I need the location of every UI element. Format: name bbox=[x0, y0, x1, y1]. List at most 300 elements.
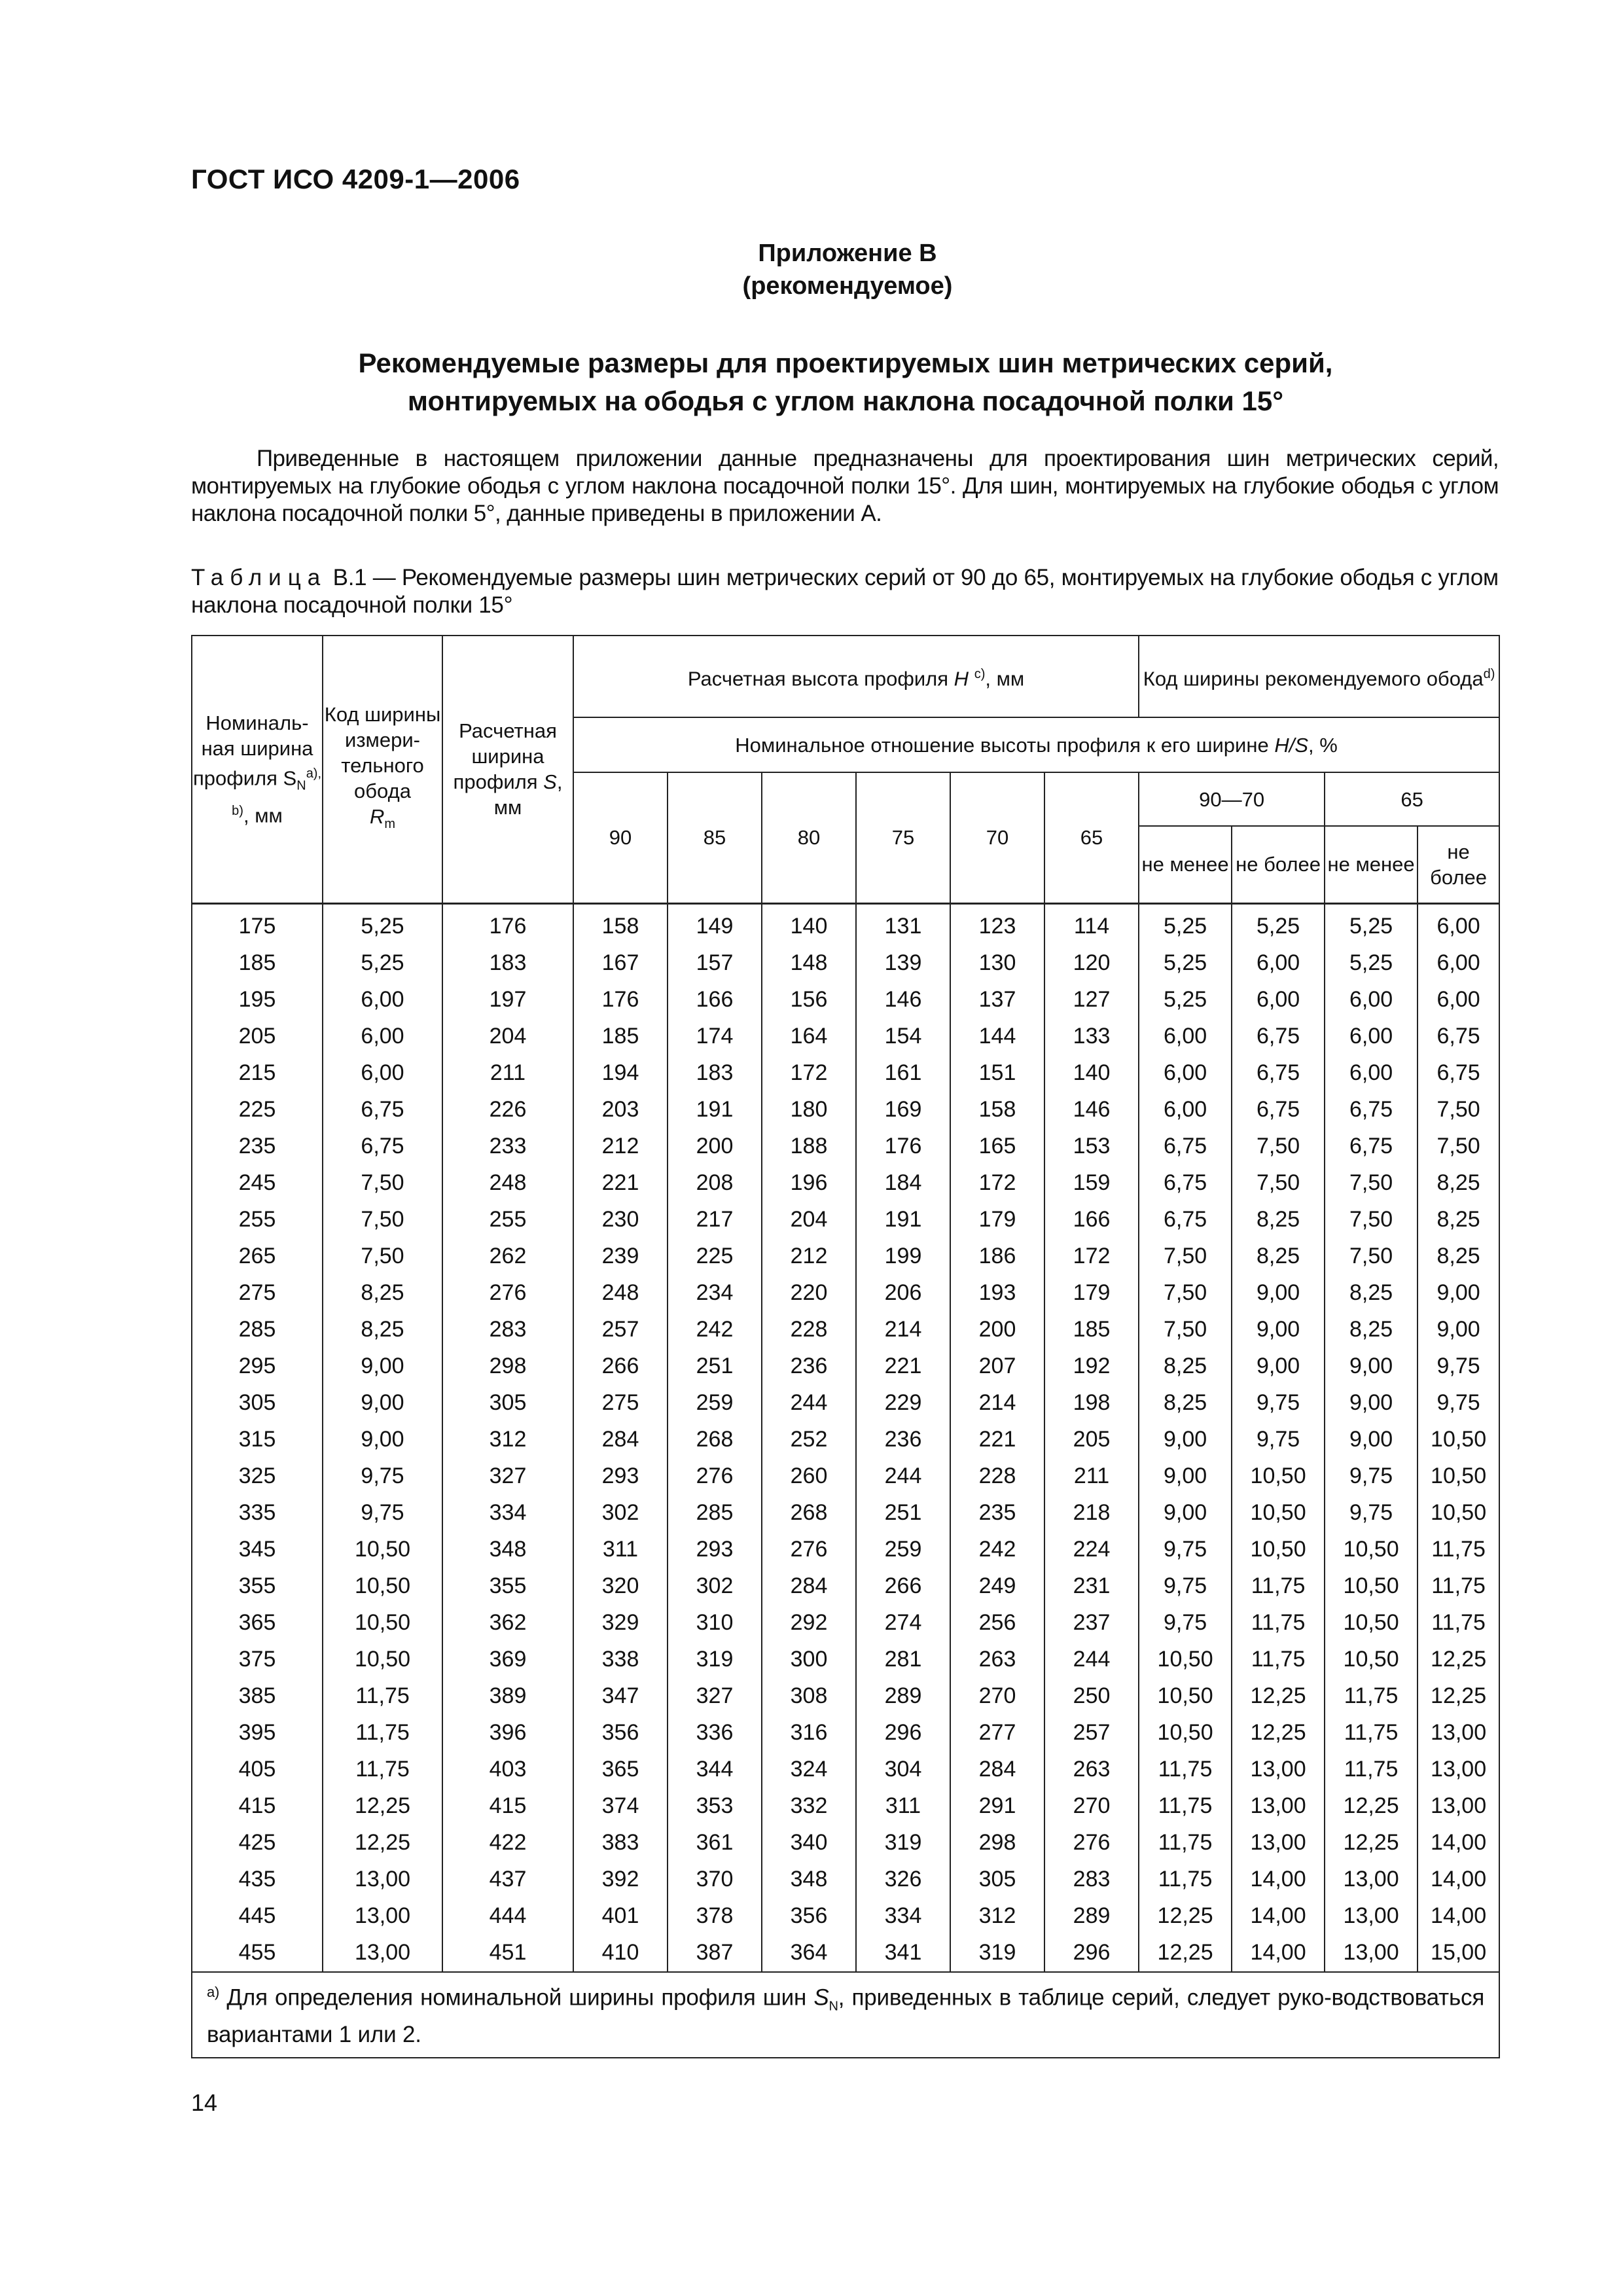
table-cell: 296 bbox=[1044, 1935, 1139, 1972]
table-cell: 185 bbox=[192, 945, 323, 982]
table-row bbox=[192, 1935, 1499, 1972]
table-cell: 6,75 bbox=[323, 1128, 442, 1165]
table-cell: 10,50 bbox=[1418, 1495, 1499, 1532]
table-cell: 131 bbox=[856, 903, 950, 945]
table-cell: 10,50 bbox=[1139, 1715, 1232, 1751]
table-cell: 148 bbox=[762, 945, 856, 982]
table-cell: 10,50 bbox=[323, 1641, 442, 1678]
table-cell: 159 bbox=[1044, 1165, 1139, 1202]
table-cell: 251 bbox=[856, 1495, 950, 1532]
table-cell: 274 bbox=[856, 1605, 950, 1641]
table-cell: 6,00 bbox=[1139, 1092, 1232, 1128]
table-cell: 293 bbox=[573, 1458, 668, 1495]
appendix-subtitle: (рекомендуемое) bbox=[742, 272, 953, 300]
table-cell: 6,00 bbox=[1325, 982, 1418, 1018]
table-row bbox=[192, 1165, 1499, 1202]
table-cell: 9,00 bbox=[1139, 1422, 1232, 1458]
table-cell: 11,75 bbox=[1232, 1641, 1325, 1678]
table-cell: 5,25 bbox=[1232, 903, 1325, 945]
table-cell: 8,25 bbox=[1418, 1165, 1499, 1202]
table-cell: 200 bbox=[950, 1312, 1044, 1348]
table-cell: 389 bbox=[442, 1678, 573, 1715]
table-cell: 13,00 bbox=[323, 1935, 442, 1972]
table-cell: 212 bbox=[762, 1238, 856, 1275]
table-cell: 276 bbox=[442, 1275, 573, 1312]
table-cell: 12,25 bbox=[1325, 1788, 1418, 1825]
table-cell: 260 bbox=[762, 1458, 856, 1495]
table-cell: 276 bbox=[1044, 1825, 1139, 1861]
table-row bbox=[192, 1312, 1499, 1348]
table-cell: 348 bbox=[442, 1532, 573, 1568]
table-cell: 289 bbox=[1044, 1898, 1139, 1935]
table-cell: 365 bbox=[573, 1751, 668, 1788]
table-cell: 6,75 bbox=[1418, 1018, 1499, 1055]
table-cell: 5,25 bbox=[1139, 945, 1232, 982]
table-cell: 7,50 bbox=[1139, 1238, 1232, 1275]
table-cell: 403 bbox=[442, 1751, 573, 1788]
table-cell: 445 bbox=[192, 1898, 323, 1935]
table-cell: 277 bbox=[950, 1715, 1044, 1751]
table-cell: 311 bbox=[856, 1788, 950, 1825]
table-cell: 176 bbox=[573, 982, 668, 1018]
table-cell: 305 bbox=[950, 1861, 1044, 1898]
table-cell: 249 bbox=[950, 1568, 1044, 1605]
table-cell: 324 bbox=[762, 1751, 856, 1788]
table-cell: 298 bbox=[442, 1348, 573, 1385]
table-cell: 12,25 bbox=[1139, 1935, 1232, 1972]
table-cell: 6,75 bbox=[1232, 1092, 1325, 1128]
table-cell: 9,75 bbox=[323, 1495, 442, 1532]
table-cell: 8,25 bbox=[323, 1312, 442, 1348]
table-cell: 302 bbox=[668, 1568, 762, 1605]
table-cell: 221 bbox=[950, 1422, 1044, 1458]
table-cell: 338 bbox=[573, 1641, 668, 1678]
table-cell: 6,00 bbox=[1418, 945, 1499, 982]
table-cell: 422 bbox=[442, 1825, 573, 1861]
table-cell: 266 bbox=[573, 1348, 668, 1385]
table-cell: 151 bbox=[950, 1055, 1044, 1092]
table-cell: 172 bbox=[1044, 1238, 1139, 1275]
table-cell: 188 bbox=[762, 1128, 856, 1165]
table-cell: 293 bbox=[668, 1532, 762, 1568]
table-cell: 275 bbox=[192, 1275, 323, 1312]
table-cell: 250 bbox=[1044, 1678, 1139, 1715]
table-cell: 10,50 bbox=[1139, 1641, 1232, 1678]
table-cell: 11,75 bbox=[1418, 1532, 1499, 1568]
table-cell: 9,00 bbox=[1325, 1385, 1418, 1422]
header-design-width: Расчетная ширина профиля S, мм bbox=[442, 636, 573, 903]
header-series-75: 75 bbox=[856, 772, 950, 903]
table-cell: 199 bbox=[856, 1238, 950, 1275]
table-cell: 218 bbox=[1044, 1495, 1139, 1532]
table-cell: 114 bbox=[1044, 903, 1139, 945]
table-cell: 276 bbox=[668, 1458, 762, 1495]
table-cell: 374 bbox=[573, 1788, 668, 1825]
table-cell: 11,75 bbox=[1139, 1861, 1232, 1898]
table-cell: 415 bbox=[442, 1788, 573, 1825]
table-cell: 14,00 bbox=[1418, 1825, 1499, 1861]
table-cell: 233 bbox=[442, 1128, 573, 1165]
table-cell: 12,25 bbox=[1418, 1678, 1499, 1715]
table-cell: 6,00 bbox=[323, 1055, 442, 1092]
table-row bbox=[192, 1641, 1499, 1678]
table-cell: 5,25 bbox=[323, 945, 442, 982]
table-cell: 401 bbox=[573, 1898, 668, 1935]
table-cell: 369 bbox=[442, 1641, 573, 1678]
table-cell: 9,00 bbox=[1232, 1275, 1325, 1312]
table-cell: 437 bbox=[442, 1861, 573, 1898]
table-cell: 310 bbox=[668, 1605, 762, 1641]
table-cell: 9,00 bbox=[1139, 1495, 1232, 1532]
table-cell: 347 bbox=[573, 1678, 668, 1715]
table-cell: 387 bbox=[668, 1935, 762, 1972]
table-cell: 364 bbox=[762, 1935, 856, 1972]
table-row bbox=[192, 1018, 1499, 1055]
table-cell: 10,50 bbox=[1232, 1495, 1325, 1532]
table-cell: 9,00 bbox=[1325, 1422, 1418, 1458]
table-cell: 319 bbox=[950, 1935, 1044, 1972]
table-row bbox=[192, 1788, 1499, 1825]
table-cell: 224 bbox=[1044, 1532, 1139, 1568]
table-cell: 276 bbox=[762, 1532, 856, 1568]
table-cell: 196 bbox=[762, 1165, 856, 1202]
table-cell: 7,50 bbox=[1418, 1092, 1499, 1128]
table-cell: 8,25 bbox=[1232, 1202, 1325, 1238]
table-cell: 146 bbox=[1044, 1092, 1139, 1128]
table-cell: 158 bbox=[950, 1092, 1044, 1128]
table-cell: 9,00 bbox=[1232, 1348, 1325, 1385]
table-body bbox=[192, 903, 1499, 1972]
table-cell: 8,25 bbox=[1139, 1348, 1232, 1385]
table-cell: 9,75 bbox=[1139, 1532, 1232, 1568]
table-cell: 9,00 bbox=[323, 1422, 442, 1458]
table-cell: 289 bbox=[856, 1678, 950, 1715]
table-cell: 175 bbox=[192, 903, 323, 945]
table-cell: 137 bbox=[950, 982, 1044, 1018]
table-cell: 242 bbox=[950, 1532, 1044, 1568]
table-cell: 11,75 bbox=[1418, 1568, 1499, 1605]
table-cell: 6,75 bbox=[1325, 1092, 1418, 1128]
table-cell: 6,75 bbox=[1232, 1055, 1325, 1092]
table-cell: 10,50 bbox=[1325, 1605, 1418, 1641]
table-cell: 356 bbox=[762, 1898, 856, 1935]
table-cell: 8,25 bbox=[1232, 1238, 1325, 1275]
document-title-line-2: монтируемых на ободья с углом наклона посадочной полки 15° bbox=[407, 386, 1284, 416]
table-cell: 13,00 bbox=[1232, 1751, 1325, 1788]
table-cell: 144 bbox=[950, 1018, 1044, 1055]
table-cell: 302 bbox=[573, 1495, 668, 1532]
table-cell: 11,75 bbox=[1139, 1788, 1232, 1825]
table-cell: 255 bbox=[192, 1202, 323, 1238]
table-cell: 256 bbox=[950, 1605, 1044, 1641]
table-cell: 8,25 bbox=[1325, 1312, 1418, 1348]
table-cell: 10,50 bbox=[1418, 1422, 1499, 1458]
table-cell: 6,75 bbox=[1325, 1128, 1418, 1165]
table-cell: 7,50 bbox=[323, 1238, 442, 1275]
table-row bbox=[192, 1348, 1499, 1385]
table-cell: 285 bbox=[668, 1495, 762, 1532]
table-row bbox=[192, 1861, 1499, 1898]
table-cell: 370 bbox=[668, 1861, 762, 1898]
table-cell: 13,00 bbox=[1325, 1935, 1418, 1972]
table-cell: 221 bbox=[573, 1165, 668, 1202]
table-cell: 9,75 bbox=[323, 1458, 442, 1495]
table-cell: 12,25 bbox=[1139, 1898, 1232, 1935]
table-cell: 7,50 bbox=[323, 1165, 442, 1202]
table-cell: 10,50 bbox=[1139, 1678, 1232, 1715]
table-cell: 205 bbox=[1044, 1422, 1139, 1458]
table-cell: 193 bbox=[950, 1275, 1044, 1312]
table-cell: 355 bbox=[442, 1568, 573, 1605]
table-caption-label: Таблица bbox=[191, 565, 327, 590]
table-cell: 225 bbox=[668, 1238, 762, 1275]
table-cell: 283 bbox=[442, 1312, 573, 1348]
header-measuring-rim-code: Код ширины измери-тельного обода $R_m$ bbox=[323, 636, 442, 903]
table-cell: 305 bbox=[442, 1385, 573, 1422]
table-cell: 451 bbox=[442, 1935, 573, 1972]
table-cell: 212 bbox=[573, 1128, 668, 1165]
table-cell: 14,00 bbox=[1418, 1861, 1499, 1898]
table-cell: 154 bbox=[856, 1018, 950, 1055]
table-cell: 244 bbox=[856, 1458, 950, 1495]
table-cell: 9,75 bbox=[1139, 1605, 1232, 1641]
header-max: не более bbox=[1418, 826, 1499, 903]
header-series-70: 70 bbox=[950, 772, 1044, 903]
table-cell: 332 bbox=[762, 1788, 856, 1825]
table-row bbox=[192, 1238, 1499, 1275]
table-cell: 9,00 bbox=[1418, 1275, 1499, 1312]
table-cell: 242 bbox=[668, 1312, 762, 1348]
table-cell: 7,50 bbox=[1139, 1312, 1232, 1348]
table-cell: 284 bbox=[573, 1422, 668, 1458]
table-cell: 251 bbox=[668, 1348, 762, 1385]
table-cell: 211 bbox=[1044, 1458, 1139, 1495]
table-cell: 355 bbox=[192, 1568, 323, 1605]
table-cell: 245 bbox=[192, 1165, 323, 1202]
table-cell: 259 bbox=[856, 1532, 950, 1568]
table-cell: 9,75 bbox=[1418, 1385, 1499, 1422]
table-cell: 378 bbox=[668, 1898, 762, 1935]
appendix-heading bbox=[0, 237, 1623, 302]
table-cell: 361 bbox=[668, 1825, 762, 1861]
table-cell: 11,75 bbox=[1139, 1751, 1232, 1788]
table-cell: 226 bbox=[442, 1092, 573, 1128]
table-cell: 140 bbox=[1044, 1055, 1139, 1092]
table-cell: 7,50 bbox=[1418, 1128, 1499, 1165]
table-row bbox=[192, 1385, 1499, 1422]
table-cell: 316 bbox=[762, 1715, 856, 1751]
table-cell: 15,00 bbox=[1418, 1935, 1499, 1972]
header-min: не менее bbox=[1325, 826, 1418, 903]
table-cell: 228 bbox=[762, 1312, 856, 1348]
table-cell: 13,00 bbox=[1325, 1898, 1418, 1935]
table-row bbox=[192, 1202, 1499, 1238]
table-cell: 172 bbox=[762, 1055, 856, 1092]
header-aspect-ratio: Номинальное отношение высоты профиля к его ширине H/S, % bbox=[573, 717, 1499, 772]
table-cell: 208 bbox=[668, 1165, 762, 1202]
table-cell: 6,75 bbox=[323, 1092, 442, 1128]
table-cell: 180 bbox=[762, 1092, 856, 1128]
table-cell: 326 bbox=[856, 1861, 950, 1898]
table-cell: 156 bbox=[762, 982, 856, 1018]
table-cell: 123 bbox=[950, 903, 1044, 945]
table-cell: 296 bbox=[856, 1715, 950, 1751]
table-cell: 14,00 bbox=[1232, 1861, 1325, 1898]
table-cell: 153 bbox=[1044, 1128, 1139, 1165]
table-cell: 183 bbox=[668, 1055, 762, 1092]
table-cell: 185 bbox=[1044, 1312, 1139, 1348]
table-row bbox=[192, 1275, 1499, 1312]
table-cell: 263 bbox=[950, 1641, 1044, 1678]
table-cell: 12,25 bbox=[323, 1788, 442, 1825]
table-cell: 7,50 bbox=[1232, 1165, 1325, 1202]
table-cell: 356 bbox=[573, 1715, 668, 1751]
table-cell: 6,75 bbox=[1232, 1018, 1325, 1055]
table-cell: 425 bbox=[192, 1825, 323, 1861]
table-cell: 10,50 bbox=[323, 1568, 442, 1605]
table-cell: 6,00 bbox=[323, 1018, 442, 1055]
header-series-90: 90 bbox=[573, 772, 668, 903]
table-cell: 8,25 bbox=[323, 1275, 442, 1312]
table-row bbox=[192, 1055, 1499, 1092]
table-row bbox=[192, 1898, 1499, 1935]
table-cell: 235 bbox=[192, 1128, 323, 1165]
table-cell: 255 bbox=[442, 1202, 573, 1238]
table-cell: 167 bbox=[573, 945, 668, 982]
table-cell: 5,25 bbox=[1139, 982, 1232, 1018]
table-cell: 234 bbox=[668, 1275, 762, 1312]
table-cell: 139 bbox=[856, 945, 950, 982]
table-cell: 444 bbox=[442, 1898, 573, 1935]
table-cell: 11,75 bbox=[323, 1678, 442, 1715]
table-cell: 6,00 bbox=[1232, 982, 1325, 1018]
table-cell: 6,00 bbox=[1232, 945, 1325, 982]
table-cell: 140 bbox=[762, 903, 856, 945]
table-cell: 365 bbox=[192, 1605, 323, 1641]
table-row bbox=[192, 945, 1499, 982]
table-cell: 334 bbox=[442, 1495, 573, 1532]
table-cell: 11,75 bbox=[323, 1715, 442, 1751]
table-row bbox=[192, 1092, 1499, 1128]
table-cell: 329 bbox=[573, 1605, 668, 1641]
table-cell: 298 bbox=[950, 1825, 1044, 1861]
table-cell: 130 bbox=[950, 945, 1044, 982]
table-cell: 9,75 bbox=[1325, 1495, 1418, 1532]
table-cell: 166 bbox=[1044, 1202, 1139, 1238]
table-cell: 8,25 bbox=[1418, 1202, 1499, 1238]
table-cell: 146 bbox=[856, 982, 950, 1018]
table-caption-text: В.1 — Рекомендуемые размеры шин метрических серий от 90 до 65, монтируемых на глубокие ободья с углом наклона посадочной полки 15° bbox=[191, 565, 1499, 618]
table-cell: 231 bbox=[1044, 1568, 1139, 1605]
table-cell: 127 bbox=[1044, 982, 1139, 1018]
table-cell: 392 bbox=[573, 1861, 668, 1898]
table-cell: 237 bbox=[1044, 1605, 1139, 1641]
table-cell: 340 bbox=[762, 1825, 856, 1861]
table-cell: 158 bbox=[573, 903, 668, 945]
table-cell: 405 bbox=[192, 1751, 323, 1788]
table-cell: 204 bbox=[442, 1018, 573, 1055]
table-cell: 195 bbox=[192, 982, 323, 1018]
table-cell: 206 bbox=[856, 1275, 950, 1312]
table-cell: 10,50 bbox=[323, 1532, 442, 1568]
table-cell: 176 bbox=[442, 903, 573, 945]
table-cell: 7,50 bbox=[1325, 1238, 1418, 1275]
table-cell: 5,25 bbox=[323, 903, 442, 945]
table-cell: 244 bbox=[762, 1385, 856, 1422]
table-cell: 197 bbox=[442, 982, 573, 1018]
table-cell: 311 bbox=[573, 1532, 668, 1568]
table-cell: 228 bbox=[950, 1458, 1044, 1495]
table-cell: 265 bbox=[192, 1238, 323, 1275]
table-cell: 12,25 bbox=[1232, 1715, 1325, 1751]
table-cell: 8,25 bbox=[1418, 1238, 1499, 1275]
table-cell: 10,50 bbox=[1325, 1532, 1418, 1568]
table-cell: 13,00 bbox=[323, 1861, 442, 1898]
table-cell: 185 bbox=[573, 1018, 668, 1055]
table-row bbox=[192, 1128, 1499, 1165]
table-cell: 9,00 bbox=[1418, 1312, 1499, 1348]
table-cell: 319 bbox=[856, 1825, 950, 1861]
table-cell: 415 bbox=[192, 1788, 323, 1825]
table-cell: 10,50 bbox=[1232, 1532, 1325, 1568]
table-cell: 236 bbox=[762, 1348, 856, 1385]
table-cell: 6,00 bbox=[1418, 903, 1499, 945]
table-cell: 268 bbox=[668, 1422, 762, 1458]
table-cell: 5,25 bbox=[1139, 903, 1232, 945]
table-cell: 6,00 bbox=[323, 982, 442, 1018]
table-cell: 334 bbox=[856, 1898, 950, 1935]
table-cell: 165 bbox=[950, 1128, 1044, 1165]
table-cell: 9,75 bbox=[1139, 1568, 1232, 1605]
table-cell: 184 bbox=[856, 1165, 950, 1202]
table-cell: 345 bbox=[192, 1532, 323, 1568]
table-cell: 9,75 bbox=[1325, 1458, 1418, 1495]
table-cell: 10,50 bbox=[1232, 1458, 1325, 1495]
table-cell: 270 bbox=[950, 1678, 1044, 1715]
table-cell: 6,00 bbox=[1325, 1018, 1418, 1055]
table-cell: 248 bbox=[573, 1275, 668, 1312]
table-cell: 308 bbox=[762, 1678, 856, 1715]
table-cell: 13,00 bbox=[1418, 1751, 1499, 1788]
table-cell: 5,25 bbox=[1325, 945, 1418, 982]
table-cell: 9,00 bbox=[1232, 1312, 1325, 1348]
table-cell: 12,25 bbox=[1232, 1678, 1325, 1715]
page-number: 14 bbox=[191, 2089, 218, 2116]
header-design-height: Расчетная высота профиля H $^{c)}$, мм bbox=[573, 636, 1139, 717]
table-cell: 6,75 bbox=[1139, 1202, 1232, 1238]
table-cell: 7,50 bbox=[1232, 1128, 1325, 1165]
table-cell: 375 bbox=[192, 1641, 323, 1678]
table-cell: 211 bbox=[442, 1055, 573, 1092]
table-cell: 214 bbox=[950, 1385, 1044, 1422]
table-cell: 305 bbox=[192, 1385, 323, 1422]
table-cell: 383 bbox=[573, 1825, 668, 1861]
table-cell: 13,00 bbox=[1232, 1825, 1325, 1861]
table-cell: 11,75 bbox=[1325, 1751, 1418, 1788]
table-cell: 435 bbox=[192, 1861, 323, 1898]
table-cell: 10,50 bbox=[323, 1605, 442, 1641]
table-row bbox=[192, 1532, 1499, 1568]
table-caption bbox=[191, 564, 1499, 619]
table-cell: 336 bbox=[668, 1715, 762, 1751]
table-cell: 300 bbox=[762, 1641, 856, 1678]
table-cell: 315 bbox=[192, 1422, 323, 1458]
document-title bbox=[191, 344, 1500, 420]
table-cell: 344 bbox=[668, 1751, 762, 1788]
table-row bbox=[192, 1605, 1499, 1641]
table-cell: 312 bbox=[442, 1422, 573, 1458]
table-cell: 214 bbox=[856, 1312, 950, 1348]
